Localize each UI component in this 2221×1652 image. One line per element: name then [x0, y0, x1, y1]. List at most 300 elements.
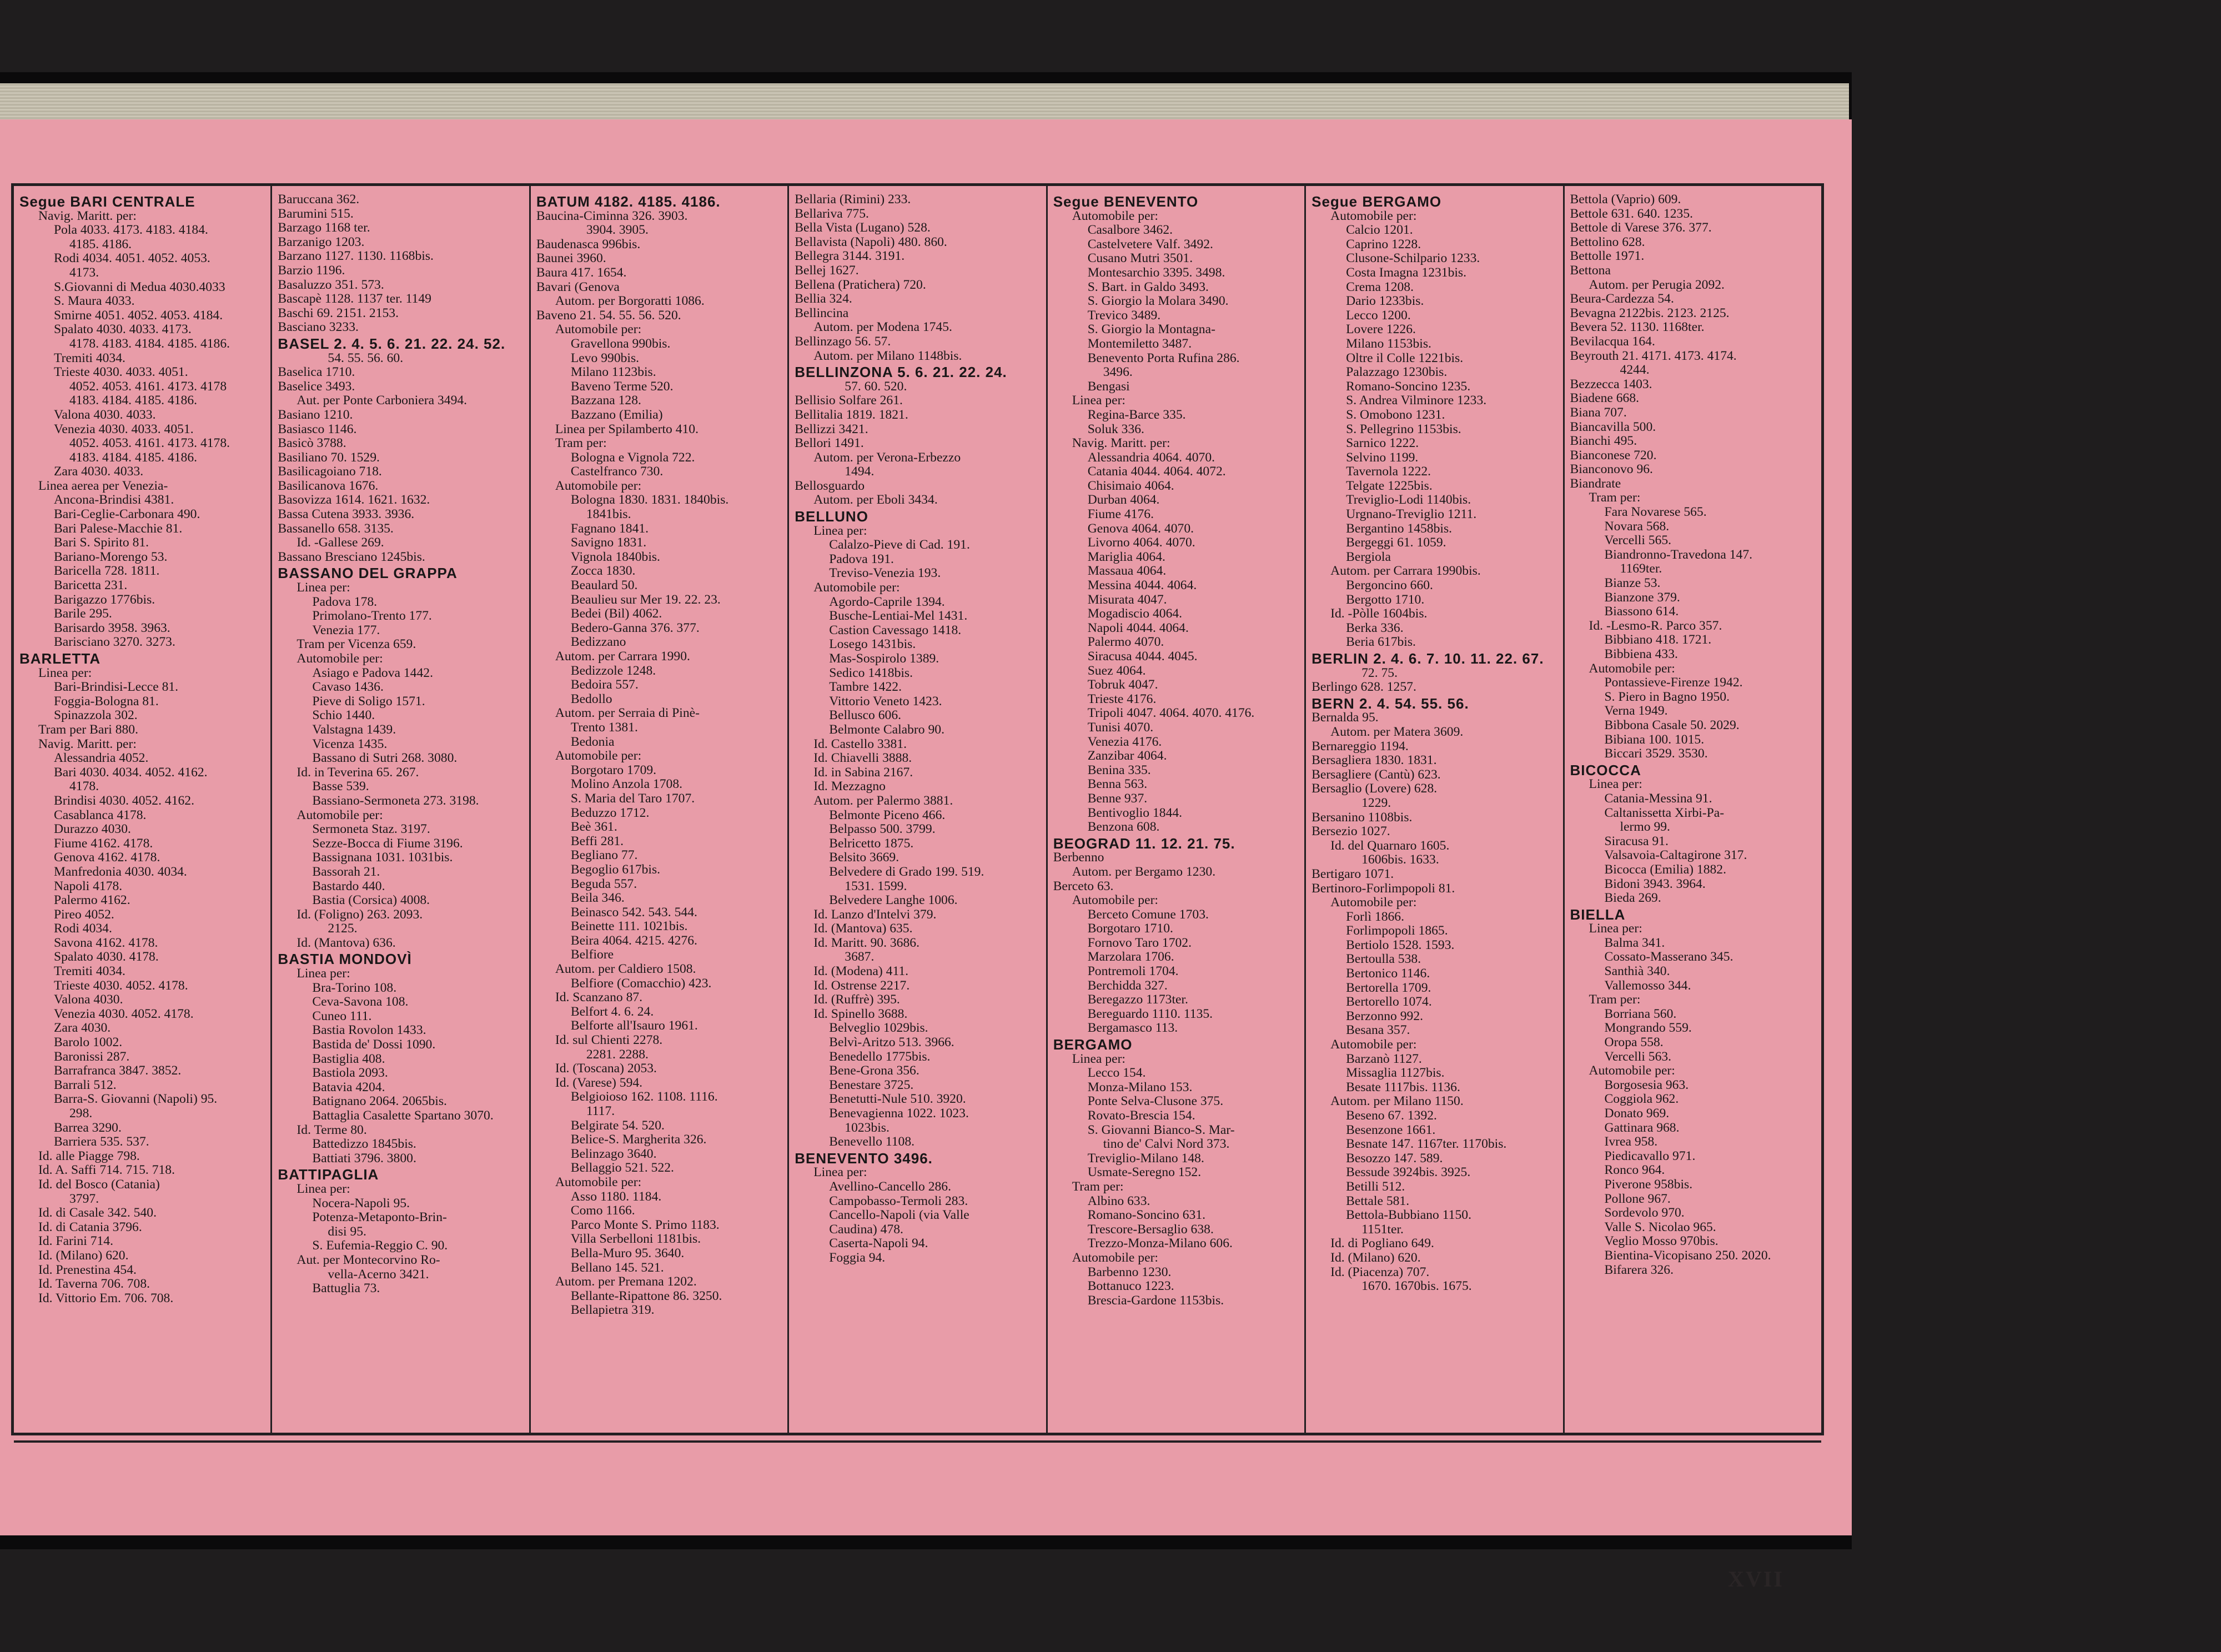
directory-entry: Autom. per Carrara 1990. [555, 649, 690, 664]
directory-entry: Bellinzago 56. 57. [795, 334, 891, 349]
directory-entry: 4052. 4053. 4161. 4173. 4178 [69, 379, 227, 394]
directory-entry: Benetutti-Nule 510. 3920. [829, 1092, 966, 1107]
directory-entry: Spalato 4030. 4033. 4173. [54, 322, 192, 337]
directory-entry: Linea per: [1589, 777, 1642, 792]
directory-entry: Id. A. Saffi 714. 715. 718. [38, 1163, 175, 1178]
directory-entry: Pontassieve-Firenze 1942. [1604, 675, 1743, 690]
directory-entry: Caltanissetta Xirbi-Pa- [1604, 805, 1725, 820]
directory-entry: 54. 55. 56. 60. [328, 350, 404, 365]
directory-entry: Linea per: [1589, 921, 1642, 936]
directory-entry: Aut. per Ponte Carboniera 3494. [297, 393, 468, 408]
directory-entry: Monza-Milano 153. [1087, 1079, 1193, 1094]
directory-entry: Romano-Soncino 631. [1087, 1208, 1206, 1223]
directory-entry: Bengasi [1087, 379, 1130, 394]
directory-entry: Berzonno 992. [1346, 1008, 1424, 1023]
station-heading: BENEVENTO 3496. [795, 1149, 933, 1167]
directory-entry: Trescore-Bersaglio 638. [1087, 1222, 1214, 1237]
directory-entry: Automobile per: [813, 580, 900, 595]
directory-entry: Bertigaro 1071. [1312, 866, 1394, 881]
directory-entry: Battuglia 73. [312, 1281, 380, 1296]
directory-entry: Barzago 1168 ter. [278, 220, 370, 235]
directory-entry: 3904. 3905. [586, 223, 649, 238]
directory-entry: Benevello 1108. [829, 1134, 915, 1149]
directory-entry: Linea per: [297, 580, 350, 595]
directory-entry: Autom. per Premana 1202. [555, 1274, 697, 1289]
directory-entry: Cusano Mutri 3501. [1087, 251, 1193, 266]
directory-entry: Ceva-Savona 108. [312, 995, 409, 1010]
directory-entry: Basovizza 1614. 1621. 1632. [278, 493, 430, 508]
directory-entry: Trevico 3489. [1087, 308, 1161, 323]
station-heading: BERGAMO [1053, 1036, 1133, 1053]
directory-entry: Automobile per: [1589, 1063, 1675, 1078]
directory-entry: Fara Novarese 565. [1604, 505, 1707, 520]
directory-entry: Baveno Terme 520. [570, 379, 674, 394]
directory-entry: Spinazzola 302. [54, 708, 138, 723]
directory-entry: Bernareggio 1194. [1312, 739, 1409, 754]
directory-entry: Baveno 21. 54. 55. 56. 520. [536, 308, 681, 323]
directory-entry: Beyrouth 21. 4171. 4173. 4174. [1570, 348, 1737, 363]
directory-entry: Linea per: [813, 523, 867, 538]
directory-entry: Bellaggio 521. 522. [570, 1161, 674, 1176]
directory-entry: Biandronno-Travedona 147. [1604, 547, 1753, 562]
directory-entry: Bersagliere (Cantù) 623. [1312, 767, 1441, 782]
directory-entry: Pollone 967. [1604, 1191, 1671, 1206]
directory-entry: Pireo 4052. [54, 907, 114, 922]
directory-entry: Campobasso-Termoli 283. [829, 1193, 968, 1208]
directory-entry: Belgioioso 162. 1108. 1116. [570, 1089, 718, 1104]
directory-entry: Benzona 608. [1087, 820, 1160, 835]
station-heading: Segue BARI CENTRALE [19, 193, 195, 210]
directory-entry: Spalato 4030. 4178. [54, 950, 159, 965]
directory-entry: tino de' Calvi Nord 373. [1103, 1137, 1230, 1152]
directory-entry: Belpasso 500. 3799. [829, 822, 936, 837]
directory-entry: Barzanigo 1203. [278, 234, 365, 249]
directory-entry: Romano-Soncino 1235. [1346, 379, 1471, 394]
directory-entry: Linea per Spilamberto 410. [555, 421, 699, 436]
directory-entry: Id. Ostrense 2217. [813, 978, 910, 993]
directory-entry: 4178. [69, 779, 99, 794]
directory-entry: Belforte all'Isauro 1961. [570, 1018, 698, 1033]
directory-entry: Zara 4030. [54, 1021, 111, 1036]
directory-entry: Automobile per: [555, 322, 642, 337]
directory-entry: Bianconovo 96. [1570, 462, 1653, 477]
directory-entry: Genova 4064. 4070. [1087, 521, 1194, 536]
directory-entry: Parco Monte S. Primo 1183. [570, 1217, 720, 1232]
directory-entry: Biassono 614. [1604, 604, 1679, 619]
directory-entry: Milano 1153bis. [1346, 336, 1431, 351]
directory-entry: Autom. per Carrara 1990bis. [1330, 564, 1481, 579]
directory-entry: Bascapè 1128. 1137 ter. 1149 [278, 292, 431, 307]
directory-entry: Basilicagoiano 718. [278, 464, 382, 479]
directory-entry: Beinasco 542. 543. 544. [570, 905, 697, 920]
directory-entry: Id. Scanzano 87. [555, 990, 643, 1005]
directory-entry: Automobile per: [1330, 1037, 1417, 1052]
directory-entry: 2281. 2288. [586, 1047, 649, 1062]
directory-entry: Autom. per Verona-Erbezzo [813, 450, 961, 465]
directory-entry: 3496. [1103, 365, 1133, 380]
directory-entry: Valona 4030. [54, 992, 123, 1007]
directory-entry: Durazzo 4030. [54, 822, 131, 837]
directory-entry: 3797. [69, 1191, 99, 1206]
directory-entry: Id. -Lesmo-R. Parco 357. [1589, 618, 1722, 633]
directory-entry: Id. (Milano) 620. [1330, 1250, 1421, 1265]
directory-entry: Automobile per: [1072, 208, 1158, 223]
directory-entry: Bersezio 1027. [1312, 824, 1390, 839]
directory-entry: Linea per: [1072, 1051, 1125, 1066]
directory-entry: Forlì 1866. [1346, 909, 1404, 924]
directory-entry: 57. 60. 520. [845, 379, 907, 394]
directory-entry: Bastiola 2093. [312, 1066, 388, 1081]
directory-entry: Valle S. Nicolao 965. [1604, 1219, 1716, 1234]
directory-entry: Id. del Bosco (Catania) [38, 1177, 160, 1192]
directory-entry: Asso 1180. 1184. [570, 1189, 662, 1204]
directory-entry: Bari S. Spirito 81. [54, 535, 149, 550]
directory-entry: Barrafranca 3847. 3852. [54, 1063, 182, 1078]
directory-entry: Foggia 94. [829, 1250, 886, 1265]
directory-entry: Tram per: [1072, 1179, 1124, 1194]
directory-entry: Barumini 515. [278, 206, 354, 221]
directory-entry: Biancavilla 500. [1570, 419, 1656, 434]
directory-entry: Fiume 4162. 4178. [54, 836, 153, 851]
directory-entry: Barzanò 1127. [1346, 1051, 1422, 1066]
directory-entry: Basiasco 1146. [278, 421, 357, 436]
directory-entry: Novara 568. [1604, 519, 1670, 534]
directory-entry: Id. Prenestina 454. [38, 1262, 137, 1277]
directory-entry: Bastida de' Dossi 1090. [312, 1037, 436, 1052]
directory-entry: Biadene 668. [1570, 391, 1640, 406]
directory-entry: Bologna 1830. 1831. 1840bis. [570, 493, 729, 508]
directory-entry: Baronissi 287. [54, 1049, 130, 1064]
directory-entry: Benedello 1775bis. [829, 1049, 931, 1064]
directory-entry: Ancona-Brindisi 4381. [54, 493, 174, 508]
directory-entry: Bergiola [1346, 549, 1391, 564]
directory-entry: Brescia-Gardone 1153bis. [1087, 1293, 1224, 1308]
directory-entry: Zocca 1830. [570, 564, 636, 579]
directory-entry: S. Eufemia-Reggio C. 90. [312, 1238, 448, 1253]
station-heading: BATTIPAGLIA [278, 1166, 379, 1183]
directory-entry: Autom. per Modena 1745. [813, 320, 952, 335]
directory-entry: Linea aerea per Venezia- [38, 478, 168, 493]
directory-entry: Autom. per Matera 3609. [1330, 724, 1464, 739]
directory-entry: Potenza-Metaponto-Brin- [312, 1210, 447, 1225]
directory-entry: Id. Castello 3381. [813, 736, 907, 751]
directory-entry: Automobile per: [1072, 893, 1158, 908]
directory-entry: Bassorah 21. [312, 864, 380, 879]
directory-entry: Bella Vista (Lugano) 528. [795, 220, 931, 235]
directory-entry: Bellano 145. 521. [570, 1260, 664, 1275]
directory-entry: 1229. [1361, 795, 1391, 810]
directory-entry: Linea per: [1072, 393, 1125, 408]
directory-entry: Bari-Ceglie-Carbonara 490. [54, 507, 200, 522]
directory-entry: 4244. [1620, 363, 1650, 378]
directory-entry: Bifarera 326. [1604, 1262, 1674, 1277]
directory-entry: disi 95. [328, 1224, 366, 1239]
directory-entry: Belsito 3669. [829, 850, 900, 865]
directory-entry: Id. (Modena) 411. [813, 964, 909, 979]
directory-entry: Berceto 63. [1053, 878, 1114, 893]
directory-entry: Linea per: [38, 665, 92, 680]
directory-entry: Bedizzole 1248. [570, 663, 656, 678]
directory-entry: Sezze-Bocca di Fiume 3196. [312, 836, 463, 851]
directory-entry: Automobile per: [1330, 895, 1417, 910]
directory-entry: Autom. per Caldiero 1508. [555, 962, 696, 977]
directory-entry: Barra-S. Giovanni (Napoli) 95. [54, 1092, 218, 1107]
directory-entry: Id. Chiavelli 3888. [813, 751, 912, 766]
directory-entry: Trieste 4030. 4033. 4051. [54, 365, 188, 380]
directory-entry: Bianconese 720. [1570, 448, 1657, 463]
directory-entry: Vittorio Veneto 1423. [829, 694, 942, 709]
directory-entry: Bariano-Morengo 53. [54, 549, 168, 564]
directory-entry: Id. Spinello 3688. [813, 1006, 908, 1021]
directory-entry: Mongrando 559. [1604, 1021, 1692, 1036]
directory-entry: Savona 4162. 4178. [54, 935, 158, 950]
directory-entry: Avellino-Cancello 286. [829, 1179, 951, 1194]
directory-entry: Bellitalia 1819. 1821. [795, 407, 908, 422]
directory-entry: Coggiola 962. [1604, 1092, 1679, 1107]
directory-entry: Vercelli 565. [1604, 533, 1672, 548]
directory-entry: 3687. [845, 950, 875, 965]
directory-entry: Besnate 147. 1167ter. 1170bis. [1346, 1137, 1507, 1152]
directory-entry: Valona 4030. 4033. [54, 407, 156, 422]
directory-entry: Trento 1381. [570, 720, 638, 735]
directory-entry: Oltre il Colle 1221bis. [1346, 350, 1464, 365]
directory-entry: Mogadiscio 4064. [1087, 606, 1183, 621]
station-heading: BELLINZONA 5. 6. 21. 22. 24. [795, 364, 1007, 381]
directory-column-5 [1048, 186, 1306, 1433]
directory-entry: Belice-S. Margherita 326. [570, 1132, 707, 1147]
directory-entry: Linea per: [297, 1181, 350, 1196]
directory-entry: Molino Anzola 1708. [570, 777, 683, 792]
directory-entry: Bettola (Vaprio) 609. [1570, 192, 1681, 207]
directory-entry: Autom. per Bergamo 1230. [1072, 864, 1216, 879]
directory-entry: Lecco 1200. [1346, 308, 1411, 323]
directory-entry: Belricetto 1875. [829, 836, 914, 851]
directory-entry: Bettole 631. 640. 1235. [1570, 206, 1694, 221]
directory-entry: Messina 4044. 4064. [1087, 578, 1197, 593]
directory-entry: Savigno 1831. [570, 535, 647, 550]
directory-entry: Bassano di Sutri 268. 3080. [312, 751, 458, 766]
directory-entry: Venezia 4030. 4052. 4178. [54, 1006, 194, 1021]
directory-column-7 [1565, 186, 1821, 1433]
station-heading: BERLIN 2. 4. 6. 7. 10. 11. 22. 67. [1312, 650, 1544, 667]
directory-entry: Id. in Sabina 2167. [813, 765, 913, 780]
directory-entry: Bellej 1627. [795, 263, 859, 278]
directory-entry: Milano 1123bis. [570, 365, 656, 380]
directory-entry: Cavaso 1436. [312, 680, 384, 695]
directory-entry: Biana 707. [1570, 405, 1627, 420]
directory-entry: Trieste 4176. [1087, 691, 1157, 706]
directory-entry: Suez 4064. [1087, 663, 1146, 678]
directory-entry: Massaua 4064. [1087, 564, 1167, 579]
directory-entry: Automobile per: [1589, 661, 1675, 676]
directory-entry: Belvedere Langhe 1006. [829, 893, 958, 908]
directory-entry: Baselica 1710. [278, 365, 355, 380]
directory-entry: Bettola-Bubbiano 1150. [1346, 1208, 1471, 1223]
directory-entry: Mas-Sospirolo 1389. [829, 651, 939, 666]
station-heading: BEOGRAD 11. 12. 21. 75. [1053, 835, 1235, 852]
directory-entry: Valstagna 1439. [312, 722, 396, 737]
directory-entry: Levo 990bis. [570, 350, 640, 365]
directory-page [0, 119, 1852, 1591]
directory-entry: Tavernola 1222. [1346, 464, 1431, 479]
directory-column-4 [789, 186, 1047, 1433]
directory-entry: Id. Farini 714. [38, 1234, 113, 1249]
directory-entry: Barile 295. [54, 606, 112, 621]
directory-entry: Treviglio-Lodi 1140bis. [1346, 493, 1471, 508]
directory-entry: Schio 1440. [312, 708, 375, 723]
directory-entry: Brindisi 4030. 4052. 4162. [54, 793, 194, 808]
directory-entry: Benevento Porta Rufina 286. [1087, 350, 1240, 365]
directory-entry: Bibbiano 418. 1721. [1604, 632, 1712, 647]
directory-entry: 1670. 1670bis. 1675. [1361, 1279, 1472, 1294]
directory-entry: Id. alle Piagge 798. [38, 1148, 140, 1163]
directory-entry: Barrea 3290. [54, 1120, 122, 1135]
directory-entry: Forlimpopoli 1865. [1346, 923, 1448, 938]
directory-entry: Dario 1233bis. [1346, 294, 1424, 309]
directory-entry: Sermoneta Staz. 3197. [312, 822, 430, 837]
directory-entry: Bastia (Corsica) 4008. [312, 893, 430, 908]
directory-entry: Battiati 3796. 3800. [312, 1151, 416, 1166]
directory-entry: Caserta-Napoli 94. [829, 1236, 928, 1251]
directory-entry: Beaulieu sur Mer 19. 22. 23. [570, 592, 721, 607]
directory-entry: 1023bis. [845, 1120, 890, 1135]
directory-entry: Santhià 340. [1604, 964, 1670, 979]
directory-entry: Beffi 281. [570, 833, 624, 848]
directory-entry: Id. di Casale 342. 540. [38, 1206, 157, 1221]
directory-entry: Beguda 557. [570, 876, 637, 891]
directory-entry: Bellisio Solfare 261. [795, 393, 903, 408]
directory-entry: Piedicavallo 971. [1604, 1148, 1696, 1163]
directory-entry: Baunei 3960. [536, 251, 606, 266]
directory-entry: Baricella 728. 1811. [54, 564, 160, 579]
directory-entry: Borriana 560. [1604, 1006, 1677, 1021]
directory-entry: Venezia 4030. 4033. 4051. [54, 421, 194, 436]
directory-entry: Bellori 1491. [795, 436, 864, 451]
directory-entry: Mariglia 4064. [1087, 549, 1165, 564]
directory-entry: Bergotto 1710. [1346, 592, 1425, 607]
directory-entry: Belveglio 1029bis. [829, 1021, 928, 1036]
directory-entry: Beaulard 50. [570, 578, 638, 593]
directory-entry: Tram per: [1589, 992, 1641, 1007]
directory-entry: Belfort 4. 6. 24. [570, 1004, 654, 1019]
directory-entry: Automobile per: [555, 749, 642, 764]
directory-entry: Calcio 1201. [1346, 223, 1413, 238]
directory-entry: Tremiti 4034. [54, 964, 125, 979]
directory-entry: Padova 191. [829, 551, 894, 566]
directory-entry: Vicenza 1435. [312, 736, 388, 751]
directory-entry: S. Giovanni Bianco-S. Mar- [1087, 1122, 1235, 1137]
directory-entry: Biccari 3529. 3530. [1604, 746, 1708, 761]
directory-entry: 1117. [586, 1104, 615, 1118]
directory-entry: Bianze 53. [1604, 576, 1661, 591]
directory-entry: Baura 417. 1654. [536, 265, 627, 280]
directory-entry: Beinette 111. 1021bis. [570, 919, 688, 934]
directory-entry: Albino 633. [1087, 1193, 1150, 1208]
directory-entry: 4183. 4184. 4185. 4186. [69, 450, 198, 465]
directory-entry: Catania-Messina 91. [1604, 791, 1712, 806]
directory-entry: Berceto Comune 1703. [1087, 907, 1209, 922]
directory-entry: Bellusco 606. [829, 708, 902, 723]
directory-entry: Bettona [1570, 263, 1611, 278]
directory-entry: 1169ter. [1620, 561, 1662, 576]
directory-entry: Id. (Mantova) 635. [813, 921, 913, 936]
directory-entry: Beregazzo 1173ter. [1087, 992, 1188, 1007]
directory-entry: Bedoira 557. [570, 677, 639, 692]
directory-entry: Asiago e Padova 1442. [312, 665, 433, 680]
directory-entry: Treviso-Venezia 193. [829, 566, 941, 581]
directory-entry: Basaluzzo 351. 573. [278, 277, 384, 292]
directory-entry: Bassano Bresciano 1245bis. [278, 549, 425, 564]
directory-entry: Bellosguardo [795, 478, 865, 493]
directory-entry: Batavia 4204. [312, 1079, 385, 1094]
directory-entry: Autom. per Borgoratti 1086. [555, 294, 705, 309]
directory-entry: 1151ter. [1361, 1222, 1404, 1237]
directory-entry: Beila 346. [570, 891, 625, 906]
directory-entry: Belmonte Piceno 466. [829, 807, 946, 822]
directory-column-3 [531, 186, 789, 1433]
directory-entry: Rodi 4034. [54, 921, 112, 936]
directory-entry: S. Bart. in Galdo 3493. [1087, 279, 1209, 294]
directory-entry: Beduzzo 1712. [570, 805, 650, 820]
directory-entry: Bavari (Genova [536, 279, 620, 294]
directory-entry: Tobruk 4047. [1087, 677, 1158, 692]
directory-entry: Besate 1117bis. 1136. [1346, 1079, 1460, 1094]
directory-entry: Bedero-Ganna 376. 377. [570, 620, 700, 635]
directory-entry: Automobile per: [297, 651, 383, 666]
directory-entry: Busche-Lentiai-Mel 1431. [829, 609, 968, 624]
directory-entry: Id. (Toscana) 2053. [555, 1061, 657, 1076]
directory-entry: Bassa Cutena 3933. 3936. [278, 507, 415, 522]
directory-entry: Beè 361. [570, 820, 617, 835]
directory-entry: Bassanello 658. 3135. [278, 521, 394, 536]
directory-entry: Casablanca 4178. [54, 807, 147, 822]
directory-entry: Trezzo-Monza-Milano 606. [1087, 1236, 1233, 1251]
directory-entry: Barzio 1196. [278, 263, 345, 278]
directory-entry: Bellavista (Napoli) 480. 860. [795, 234, 947, 249]
directory-entry: Pontremoli 1704. [1087, 964, 1179, 979]
directory-entry: Aut. per Montecorvino Ro- [297, 1252, 440, 1267]
directory-entry: Tram per Vicenza 659. [297, 637, 416, 652]
directory-entry: Regina-Barce 335. [1087, 407, 1186, 422]
directory-entry: Bibbiena 433. [1604, 647, 1678, 661]
directory-entry: Bereguardo 1110. 1135. [1087, 1006, 1213, 1021]
directory-entry: Bastiglia 408. [312, 1051, 385, 1066]
directory-entry: Baricetta 231. [54, 578, 128, 593]
directory-entry: Oropa 558. [1604, 1035, 1664, 1050]
directory-entry: Id. di Pogliano 649. [1330, 1236, 1434, 1251]
directory-entry: Basicò 3788. [278, 436, 346, 451]
directory-entry: Bevilacqua 164. [1570, 334, 1655, 349]
directory-entry: Bevera 52. 1130. 1168ter. [1570, 320, 1705, 335]
directory-entry: Balma 341. [1604, 935, 1665, 950]
directory-entry: Villa Serbelloni 1181bis. [570, 1232, 701, 1247]
directory-entry: Tremiti 4034. [54, 350, 125, 365]
directory-entry: Marzolara 1706. [1087, 950, 1174, 965]
directory-entry: Alessandria 4052. [54, 751, 149, 766]
directory-entry: S. Maura 4033. [54, 294, 135, 309]
directory-entry: Linea per: [297, 966, 350, 981]
directory-entry: Linea per: [813, 1165, 867, 1180]
station-heading: BERN 2. 4. 54. 55. 56. [1312, 695, 1469, 712]
directory-entry: Besozzo 147. 589. [1346, 1151, 1443, 1166]
directory-entry: Bellariva 775. [795, 206, 869, 221]
directory-entry: Autom. per Milano 1150. [1330, 1094, 1464, 1109]
directory-entry: Bellena (Pratichera) 720. [795, 277, 926, 292]
directory-entry: Id. Vittorio Em. 706. 708. [38, 1291, 174, 1305]
directory-entry: Bergantino 1458bis. [1346, 521, 1453, 536]
directory-entry: Id. Mezzagno [813, 779, 886, 794]
directory-entry: Genova 4162. 4178. [54, 850, 160, 865]
